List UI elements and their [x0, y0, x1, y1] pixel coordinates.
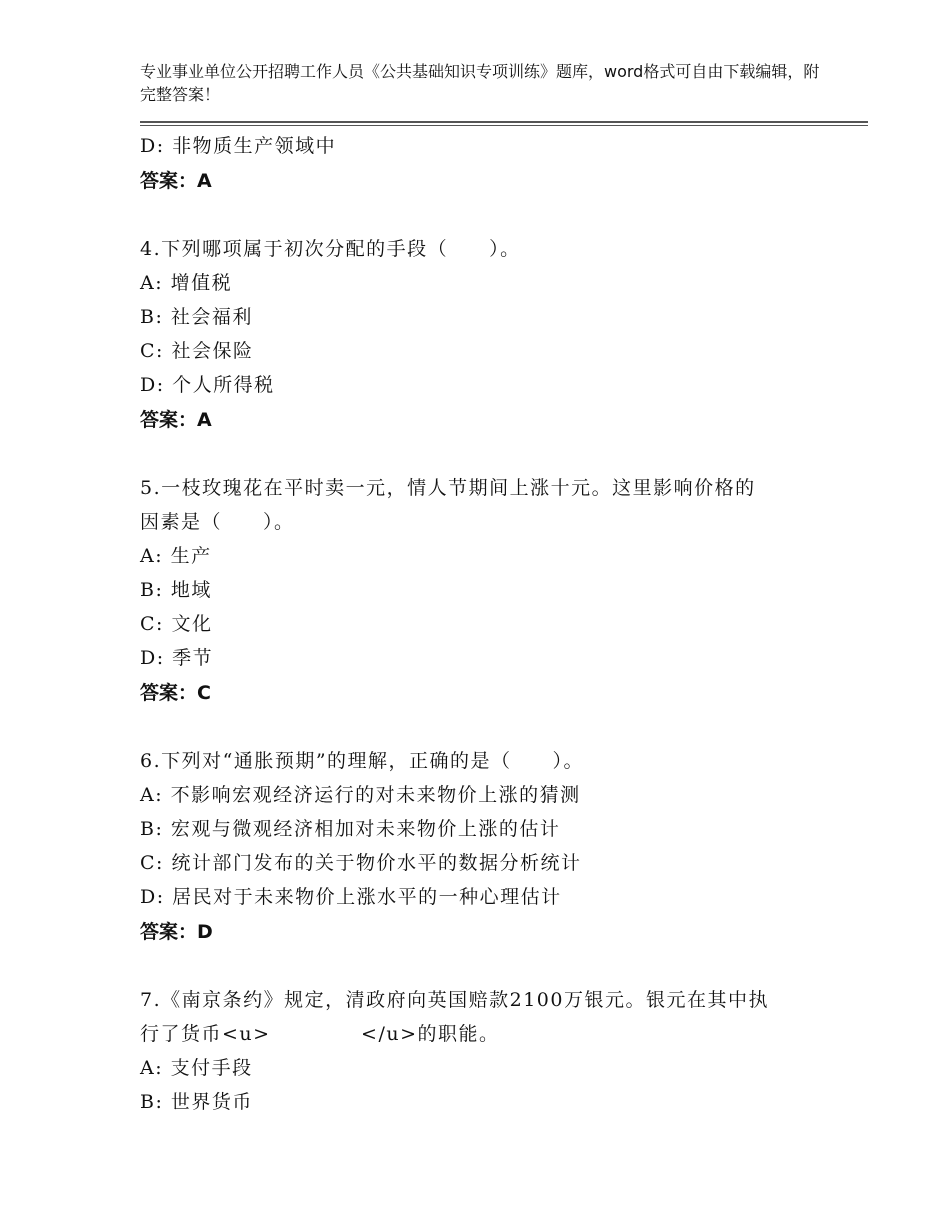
document-header: 专业事业单位公开招聘工作人员《公共基础知识专项训练》题库，word格式可自由下载编辑，附完整答案！ [140, 62, 820, 104]
q6-option-c: C: 统计部门发布的关于物价水平的数据分析统计 [140, 852, 582, 874]
q5-stem-line1: 5.一枝玫瑰花在平时卖一元，情人节期间上涨十元。这里影响价格的 [140, 477, 756, 499]
q5-option-b: B: 地域 [140, 579, 212, 601]
q4-stem: 4.下列哪项属于初次分配的手段（ ）。 [140, 238, 521, 260]
q4-answer: 答案：A [140, 409, 212, 431]
q4-option-a: A: 增值税 [140, 272, 233, 294]
q6-option-b: B: 宏观与微观经济相加对未来物价上涨的估计 [140, 818, 561, 840]
q5-option-d: D: 季节 [140, 647, 214, 669]
q7-stem-line1: 7.《南京条约》规定，清政府向英国赔款2100万银元。银元在其中执 [140, 989, 769, 1011]
q5-option-a: A: 生产 [140, 545, 212, 567]
q6-option-a: A: 不影响宏观经济运行的对未来物价上涨的猜测 [140, 784, 581, 806]
q4-option-c: C: 社会保险 [140, 340, 254, 362]
q6-answer: 答案：D [140, 921, 213, 943]
q4-option-b: B: 社会福利 [140, 306, 253, 328]
q6-option-d: D: 居民对于未来物价上涨水平的一种心理估计 [140, 886, 562, 908]
q6-stem: 6.下列对“通胀预期”的理解，正确的是（ ）。 [140, 750, 585, 772]
header-rule-thick [140, 121, 868, 123]
q5-option-c: C: 文化 [140, 613, 213, 635]
q7-option-a: A: 支付手段 [140, 1057, 253, 1079]
q5-stem-line2: 因素是（ ）。 [140, 511, 295, 533]
q7-stem-line2: 行了货币<u> </u>的职能。 [140, 1023, 500, 1045]
prev-answer: 答案：A [140, 170, 212, 192]
q5-answer: 答案：C [140, 682, 211, 704]
q7-option-b: B: 世界货币 [140, 1091, 253, 1113]
header-rule-thin [140, 125, 868, 126]
q4-option-d: D: 个人所得税 [140, 374, 275, 396]
prev-option-d: D: 非物质生产领域中 [140, 135, 337, 157]
